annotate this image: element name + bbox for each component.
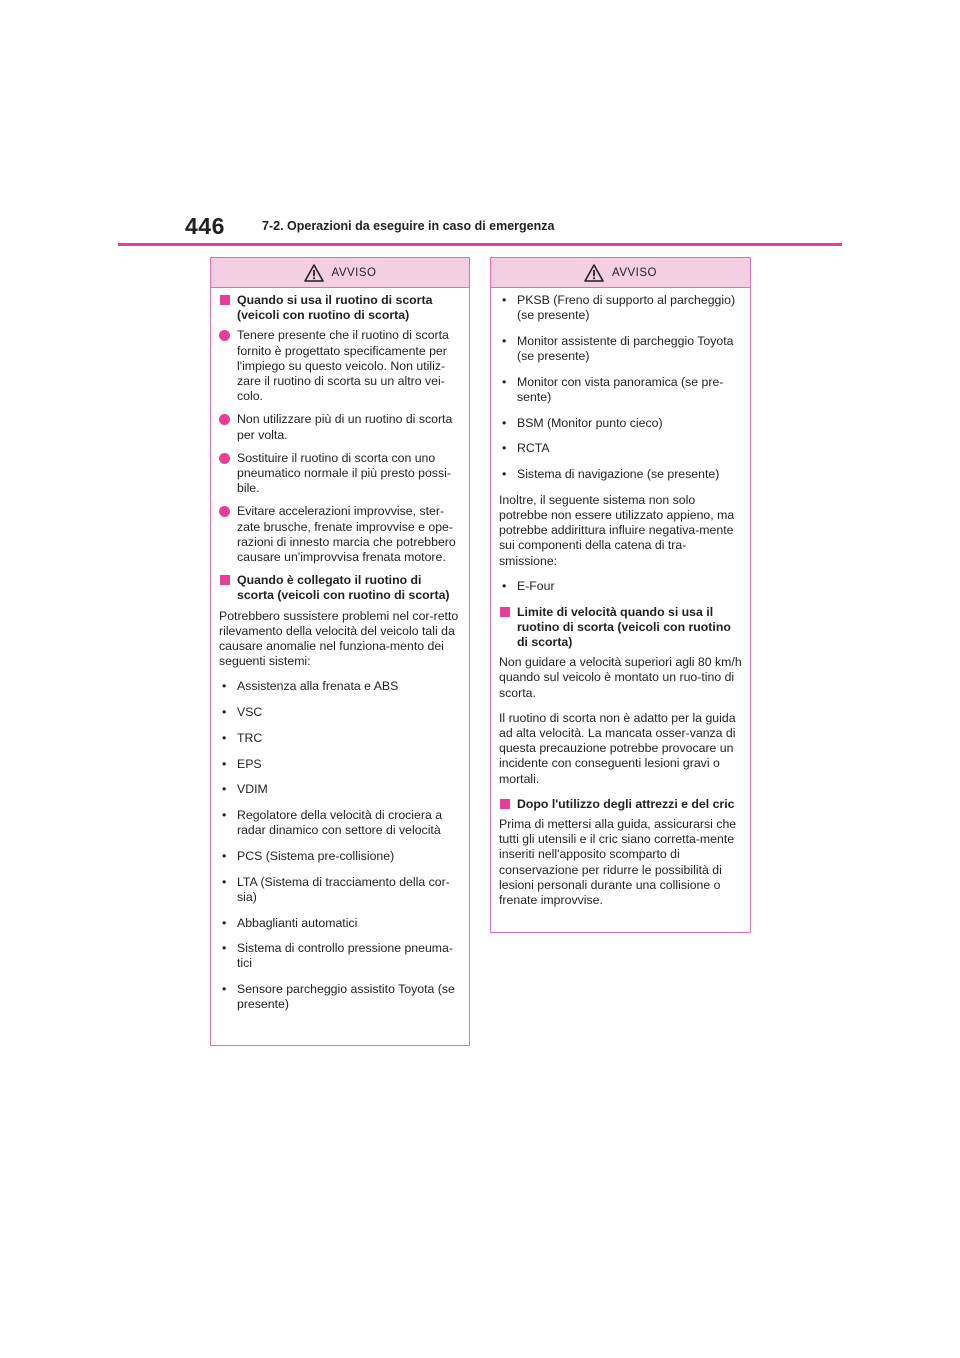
paragraph: Prima di mettersi alla guida, assicurarsi che tutti gli utensili e il cric siano corretta-mente inseriti nell'apposito scomparto di conservazione per ridurre le possibilità di lesioni personali durante una collisione o frenate improvvise. xyxy=(499,816,737,907)
warning-header xyxy=(491,258,750,288)
list-item: • Monitor con vista panoramica (se pre-sente) xyxy=(502,374,724,405)
warning-title: AVVISO xyxy=(331,266,377,279)
section-heading: Quando si usa il ruotino di scorta (veicoli con ruotino di scorta) xyxy=(219,293,461,323)
list-item: • LTA (Sistema di tracciamento della cor-sia) xyxy=(222,874,450,904)
list-item: Sostituire il ruotino di scorta con uno pneumatico normale il più presto possi-bile. xyxy=(219,451,461,497)
header-rule xyxy=(118,243,842,246)
square-bullet-icon xyxy=(500,607,510,617)
list-item: • VSC xyxy=(222,705,263,720)
section-heading: Quando è collegato il ruotino di scorta (veicoli con ruotino di scorta) xyxy=(219,573,461,603)
list-item: Non utilizzare più di un ruotino di scorta per volta. xyxy=(219,412,461,442)
list-item: • PCS (Sistema pre-collisione) xyxy=(222,848,395,863)
warning-header xyxy=(211,258,469,288)
paragraph: Non guidare a velocità superiori agli 80 km/h quando sul veicolo è montato un ruo-tino di scorta. xyxy=(499,655,742,700)
warning-box-right xyxy=(490,257,751,933)
circle-bullet-icon xyxy=(219,414,230,425)
list-item: Evitare accelerazioni improvvise, ster-zate brusche, frenate improvvise e ope-razioni di innesto marcia che potrebbero causare un'improvvisa frenata motore. xyxy=(219,504,461,565)
list-item: • TRC xyxy=(222,730,263,745)
list-item: • EPS xyxy=(222,756,262,771)
list-item: • BSM (Monitor punto cieco) xyxy=(502,415,663,430)
list-item: • Assistenza alla frenata e ABS xyxy=(222,679,399,694)
circle-bullet-icon xyxy=(219,453,230,464)
warning-box-left xyxy=(210,257,470,1046)
list-item: • Monitor assistente di parcheggio Toyota (se presente) xyxy=(502,333,734,364)
list-item: • VDIM xyxy=(222,782,268,797)
list-item: • RCTA xyxy=(502,441,550,456)
section-heading: Dopo l'utilizzo degli attrezzi e del cric xyxy=(499,797,742,812)
list-item: Tenere presente che il ruotino di scorta fornito è progettato specificamente per l'impiego su questo veicolo. Non utiliz-zare il ruotino di scorta su un altro vei-colo. xyxy=(219,328,461,404)
list-item: • Sistema di navigazione (se presente) xyxy=(502,467,720,482)
section-title: 7-2. Operazioni da eseguire in caso di emergenza xyxy=(262,219,555,233)
list-item: • Sistema di controllo pressione pneuma-tici xyxy=(222,941,453,971)
square-bullet-icon xyxy=(220,295,230,305)
paragraph: Inoltre, il seguente sistema non solo potrebbe non essere utilizzato appieno, ma potrebbe addirittura influire negativa-mente sui componenti della catena di tra-smissione: xyxy=(499,492,735,568)
list-item: • PKSB (Freno di supporto al parcheggio) (se presente) xyxy=(502,293,736,323)
warning-content xyxy=(211,288,469,1013)
list-item: • E-Four xyxy=(502,578,555,593)
square-bullet-icon xyxy=(220,575,230,585)
page-number: 446 xyxy=(185,213,225,239)
paragraph: Il ruotino di scorta non è adatto per la guida ad alta velocità. La mancata osser-vanza di questa precauzione potrebbe provocare un incidente con conseguenti lesioni gravi o mortali. xyxy=(499,710,736,786)
circle-bullet-icon xyxy=(219,330,230,341)
list-item: • Regolatore della velocità di crociera a radar dinamico con settore di velocità xyxy=(222,807,443,838)
warning-title: AVVISO xyxy=(612,266,657,279)
circle-bullet-icon xyxy=(219,506,230,517)
warning-triangle-icon xyxy=(304,264,324,282)
list-item: • Abbaglianti automatici xyxy=(222,915,358,930)
list-item: • Sensore parcheggio assistito Toyota (se presente) xyxy=(222,982,455,1012)
warning-content xyxy=(491,288,750,908)
section-heading: Limite di velocità quando si usa il ruotino di scorta (veicoli con ruotino di scorta) xyxy=(499,605,742,651)
warning-triangle-icon xyxy=(584,264,604,282)
square-bullet-icon xyxy=(500,799,510,809)
paragraph: Potrebbero sussistere problemi nel cor-retto rilevamento della velocità del veicolo tali da causare anomalie nel funziona-mento dei seguenti sistemi: xyxy=(219,608,459,669)
